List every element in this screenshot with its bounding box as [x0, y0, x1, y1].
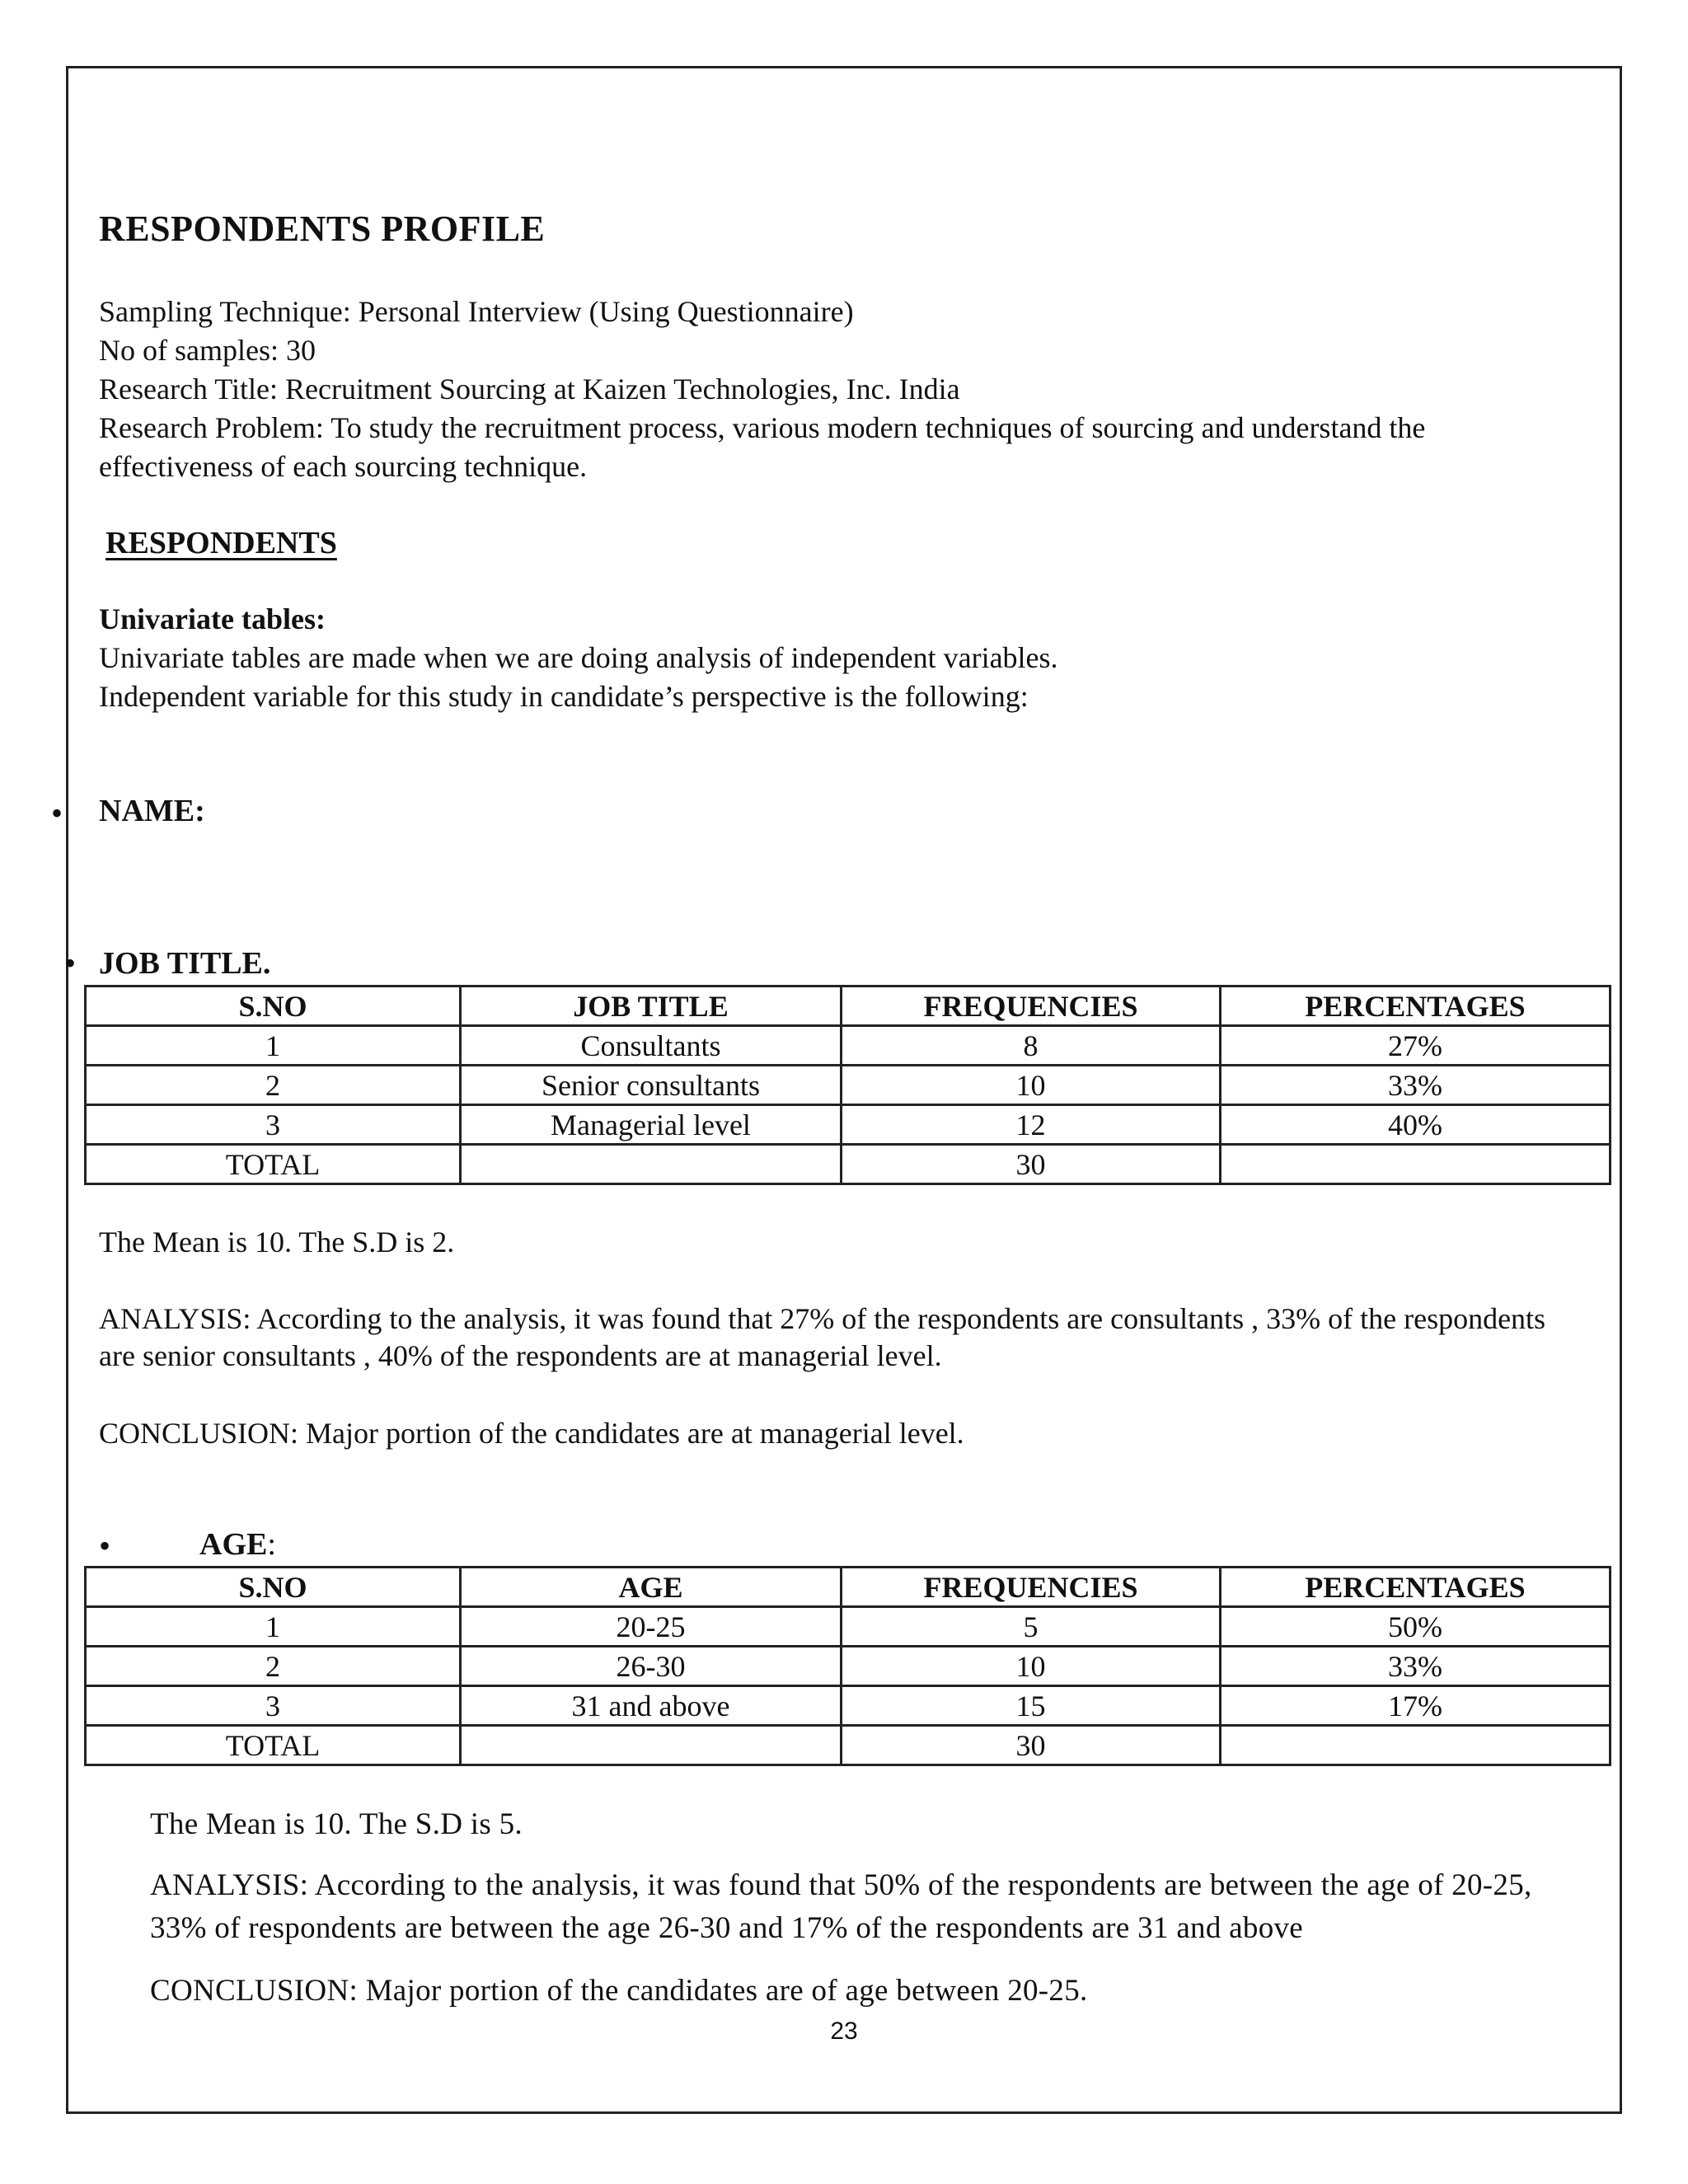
- table-cell: 5: [842, 1607, 1221, 1647]
- name-heading: NAME:: [99, 794, 205, 828]
- job-title-heading: JOB TITLE.: [99, 946, 271, 981]
- job-conclusion-text: CONCLUSION: Major portion of the candidates are at managerial level.: [99, 1417, 964, 1450]
- table-cell: Senior consultants: [461, 1066, 842, 1105]
- table-cell: 1: [86, 1026, 461, 1066]
- job-title-table: [84, 985, 1611, 1185]
- table-cell: Consultants: [461, 1026, 842, 1066]
- table-row: [86, 1686, 1611, 1726]
- table-row: [86, 1066, 1611, 1105]
- table-cell: [1221, 1726, 1611, 1765]
- table-cell: 33%: [1221, 1647, 1611, 1686]
- table-total-row: [86, 1145, 1611, 1184]
- table-cell: 33%: [1221, 1066, 1611, 1105]
- table-row: [86, 1105, 1611, 1145]
- table-cell: Managerial level: [461, 1105, 842, 1145]
- research-problem: Research Problem: To study the recruitment process, various modern techniques of sourcing and understand the effectiveness of each sourcing technique.: [99, 411, 1426, 483]
- column-header: FREQUENCIES: [842, 1568, 1221, 1607]
- column-header: PERCENTAGES: [1221, 987, 1611, 1026]
- table-row: [86, 1026, 1611, 1066]
- table-row: [86, 1647, 1611, 1686]
- univariate-line-2: Independent variable for this study in candidate’s perspective is the following:: [99, 680, 1029, 713]
- univariate-heading: Univariate tables:: [99, 602, 326, 635]
- page-title: RESPONDENTS PROFILE: [99, 209, 546, 249]
- table-cell: 10: [842, 1066, 1221, 1105]
- table-cell: 3: [86, 1686, 461, 1726]
- age-mean-text: The Mean is 10. The S.D is 5.: [150, 1807, 523, 1841]
- table-cell: 30: [842, 1726, 1221, 1765]
- table-cell: 1: [86, 1607, 461, 1647]
- job-mean-text: The Mean is 10. The S.D is 2.: [99, 1226, 455, 1258]
- column-header: PERCENTAGES: [1221, 1568, 1611, 1607]
- research-title: Research Title: Recruitment Sourcing at Kaizen Technologies, Inc. India: [99, 373, 960, 405]
- univariate-section: [99, 600, 1582, 716]
- column-header: S.NO: [86, 987, 461, 1026]
- table-cell: 12: [842, 1105, 1221, 1145]
- table-cell: 15: [842, 1686, 1221, 1726]
- age-analysis-text: ANALYSIS: According to the analysis, it was found that 50% of the respondents are between the age of 20-25, 33% of respondents are between the age 26-30 and 17% of the respondents are 31 and above: [150, 1868, 1532, 1945]
- table-cell: 50%: [1221, 1607, 1611, 1647]
- table-cell: 26-30: [461, 1647, 842, 1686]
- table-cell: [461, 1726, 842, 1765]
- table-cell: 27%: [1221, 1026, 1611, 1066]
- column-header: FREQUENCIES: [842, 987, 1221, 1026]
- table-cell: TOTAL: [86, 1726, 461, 1765]
- bullet-icon: •: [99, 1527, 111, 1564]
- table-cell: 2: [86, 1066, 461, 1105]
- table-cell: 8: [842, 1026, 1221, 1066]
- table-cell: 30: [842, 1145, 1221, 1184]
- table-cell: [461, 1145, 842, 1184]
- table-cell: TOTAL: [86, 1145, 461, 1184]
- respondents-heading: RESPONDENTS: [106, 526, 337, 560]
- table-row: [86, 1607, 1611, 1647]
- job-analysis-text: ANALYSIS: According to the analysis, it was found that 27% of the respondents are consultants , 33% of the respondents are senior consultants , 40% of the respondents are at managerial level.: [99, 1302, 1546, 1372]
- age-heading-colon: :: [267, 1527, 276, 1562]
- table-cell: 10: [842, 1647, 1221, 1686]
- page-number: 23: [830, 2018, 858, 2045]
- table-cell: 31 and above: [461, 1686, 842, 1726]
- sample-count: No of samples: 30: [99, 334, 316, 367]
- column-header: JOB TITLE: [461, 987, 842, 1026]
- table-cell: 2: [86, 1647, 461, 1686]
- table-cell: 40%: [1221, 1105, 1611, 1145]
- table-total-row: [86, 1726, 1611, 1765]
- age-heading: [199, 1526, 276, 1563]
- age-heading-label: AGE: [199, 1527, 268, 1562]
- bullet-icon: •: [51, 794, 63, 832]
- research-meta: [99, 293, 1582, 486]
- age-conclusion-text: CONCLUSION: Major portion of the candidates are of age between 20-25.: [150, 1974, 1088, 2008]
- table-header-row: [86, 1568, 1611, 1607]
- table-cell: 20-25: [461, 1607, 842, 1647]
- univariate-line-1: Univariate tables are made when we are doing analysis of independent variables.: [99, 641, 1058, 674]
- age-table: [84, 1566, 1611, 1766]
- table-cell: 17%: [1221, 1686, 1611, 1726]
- table-cell: 3: [86, 1105, 461, 1145]
- bullet-icon: •: [64, 944, 77, 982]
- sampling-technique: Sampling Technique: Personal Interview (Using Questionnaire): [99, 295, 854, 328]
- column-header: S.NO: [86, 1568, 461, 1607]
- column-header: AGE: [461, 1568, 842, 1607]
- table-cell: [1221, 1145, 1611, 1184]
- table-header-row: [86, 987, 1611, 1026]
